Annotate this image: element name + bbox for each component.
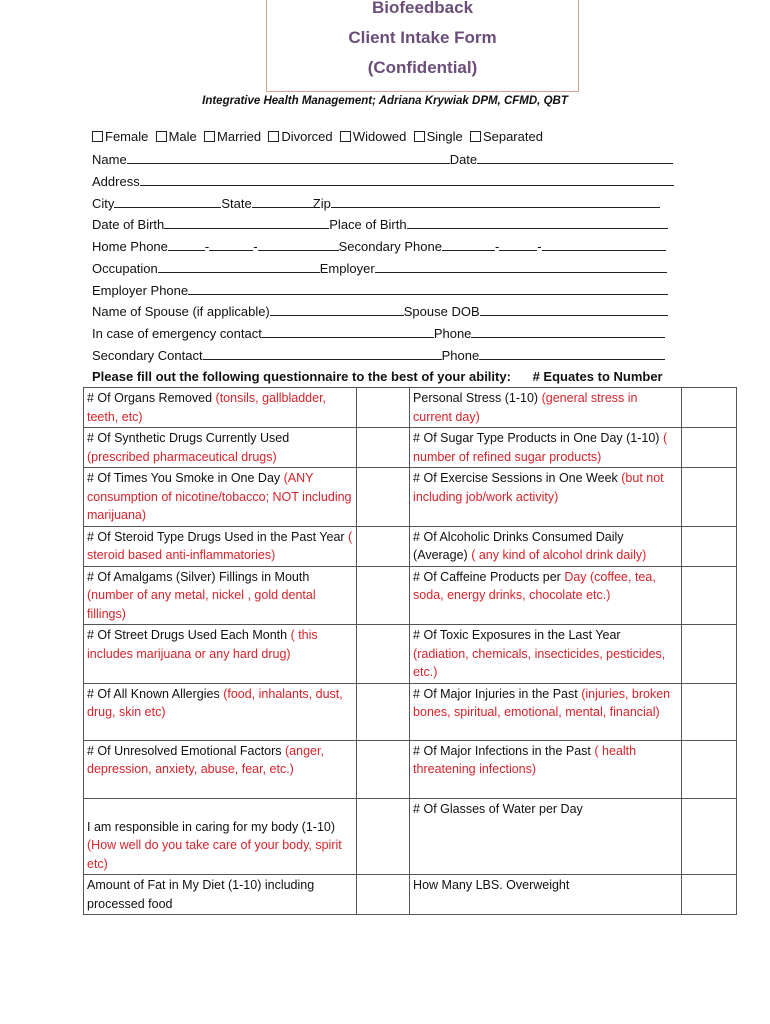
checkbox-icon[interactable] [156, 131, 167, 142]
question-label: Personal Stress (1-10) [413, 391, 539, 405]
secondary-phone-prefix[interactable] [499, 238, 537, 251]
checkbox-icon[interactable] [204, 131, 215, 142]
occupation-label: Occupation [92, 261, 158, 276]
zip-field[interactable] [331, 195, 660, 208]
question-label: # Of Glasses of Water per Day [413, 801, 583, 816]
question-note: ( number of refined sugar products) [413, 431, 668, 464]
left-question-cell [84, 798, 357, 875]
question-label: # Of Steroid Type Drugs Used in the Past Year [87, 529, 345, 544]
state-label: State [221, 196, 252, 211]
right-question-cell [410, 388, 682, 428]
question-note: (How well do you take care of your body, spirit etc) [87, 838, 342, 871]
address-field[interactable] [140, 173, 674, 186]
left-question-cell [84, 388, 357, 428]
question-row [84, 428, 737, 468]
right-question-cell [410, 526, 682, 566]
question-label: # Of Synthetic Drugs Currently Used [87, 431, 290, 445]
question-note: (general stress in current day) [413, 391, 638, 424]
left-question-cell [84, 683, 357, 740]
question-label: # Of Toxic Exposures in the Last Year [413, 628, 621, 642]
checkbox-icon[interactable] [268, 131, 279, 142]
form-subtitle: Client Intake Form [348, 28, 497, 47]
question-row [84, 388, 737, 428]
checkbox-married[interactable]: Married [204, 129, 261, 144]
question-label: # Of Exercise Sessions in One Week [413, 471, 618, 485]
name-label: Name [92, 152, 127, 167]
question-row [84, 875, 737, 915]
spouse-name-field[interactable] [270, 303, 404, 316]
instructions-text: Please fill out the following questionnaire to the best of your ability: [92, 369, 511, 384]
left-question-cell [84, 740, 357, 798]
spouse-dob-label: Spouse DOB [403, 304, 480, 319]
question-note: ( any kind of alcohol drink daily) [471, 548, 647, 562]
home-phone-area[interactable] [168, 238, 205, 251]
dob-field[interactable] [164, 216, 329, 229]
spouse-name-label: Name of Spouse (if applicable) [92, 304, 270, 319]
form-title: Biofeedback [371, 0, 474, 17]
question-label: # Of Major Infections in the Past [413, 743, 591, 758]
emergency-field[interactable] [262, 325, 434, 338]
question-row [84, 798, 737, 875]
emergency-phone-label: Phone [433, 326, 472, 341]
right-answer-cell[interactable] [682, 388, 737, 428]
secondary-contact-phone-field[interactable] [479, 347, 665, 360]
address-label: Address [92, 174, 140, 189]
question-label: Amount of Fat in My Diet (1-10) including processed food [87, 878, 315, 911]
question-row [84, 526, 737, 566]
question-note: (tonsils, gallbladder, teeth, etc) [87, 391, 327, 424]
employer-phone-label: Employer Phone [92, 283, 189, 298]
question-note: (ANY consumption of nicotine/tobacco; NOT including marijuana) [87, 471, 352, 522]
secondary-contact-phone-label: Phone [441, 348, 480, 363]
question-note: ( this includes marijuana or any hard drug) [87, 628, 318, 661]
right-answer-cell[interactable] [682, 625, 737, 684]
home-phone-line[interactable] [258, 238, 339, 251]
question-note: (prescribed pharmaceutical drugs) [87, 449, 277, 464]
question-note: ( steroid based anti-inflammatories) [87, 529, 353, 562]
employer-field[interactable] [375, 260, 667, 273]
left-answer-cell[interactable] [357, 625, 410, 684]
checkbox-divorced[interactable]: Divorced [268, 129, 332, 144]
secondary-phone-label: Secondary Phone [338, 239, 442, 254]
right-question-cell [410, 566, 682, 625]
question-note: (number of any metal, nickel , gold dental fillings) [87, 588, 316, 621]
emergency-phone-field[interactable] [471, 325, 665, 338]
question-note: (injuries, broken bones, spiritual, emotional, mental, financial) [413, 686, 671, 719]
checkbox-icon[interactable] [414, 131, 425, 142]
city-row [92, 195, 682, 212]
right-answer-cell[interactable] [682, 566, 737, 625]
equates-note: # Equates to Number [532, 369, 663, 384]
employer-phone-row [92, 282, 682, 299]
employer-phone-field[interactable] [188, 282, 668, 295]
question-label: # Of Times You Smoke in One Day [87, 471, 281, 485]
spouse-row [92, 303, 682, 320]
question-label: # Of Street Drugs Used Each Month [87, 628, 288, 642]
left-answer-cell[interactable] [357, 526, 410, 566]
question-note: (but not including job/work activity) [413, 471, 664, 504]
question-label: # Of All Known Allergies [87, 686, 220, 701]
left-answer-cell[interactable] [357, 683, 410, 740]
home-phone-prefix[interactable] [209, 238, 253, 251]
left-question-cell [84, 625, 357, 684]
state-field[interactable] [252, 195, 313, 208]
left-answer-cell[interactable] [357, 798, 410, 875]
right-question-cell [410, 798, 682, 875]
left-question-cell [84, 468, 357, 527]
birth-row [92, 216, 682, 233]
question-label: # Of Caffeine Products per [413, 569, 561, 584]
question-label: # Of Organs Removed [87, 391, 213, 405]
status-options [92, 129, 682, 145]
secondary-contact-field[interactable] [203, 347, 442, 360]
question-row [84, 683, 737, 740]
left-answer-cell[interactable] [357, 566, 410, 625]
right-question-cell [410, 468, 682, 527]
question-row [84, 468, 737, 527]
name-field[interactable] [127, 151, 450, 164]
confidential-label: (Confidential) [367, 58, 478, 77]
right-answer-cell[interactable] [682, 875, 737, 915]
right-answer-cell[interactable] [682, 428, 737, 468]
checkbox-male[interactable]: Male [156, 129, 197, 144]
employer-label: Employer [319, 261, 375, 276]
left-question-cell [84, 566, 357, 625]
question-note: (anger, depression, anxiety, abuse, fear, etc.) [87, 743, 324, 776]
occupation-field[interactable] [158, 260, 320, 273]
left-question-cell [84, 428, 357, 468]
right-question-cell [410, 428, 682, 468]
question-label: # Of Sugar Type Products in One Day (1-10) [413, 431, 660, 445]
pob-field[interactable] [407, 216, 668, 229]
secondary-contact-label: Secondary Contact [92, 348, 203, 363]
question-row [84, 566, 737, 625]
question-note: (radiation, chemicals, insecticides, pesticides, etc.) [413, 646, 666, 679]
checkbox-widowed[interactable]: Widowed [340, 129, 406, 144]
checkbox-icon[interactable] [340, 131, 351, 142]
checkbox-icon[interactable] [92, 131, 103, 142]
left-answer-cell[interactable] [357, 468, 410, 527]
dob-label: Date of Birth [92, 217, 165, 232]
secondary-phone-area[interactable] [442, 238, 495, 251]
secondary-phone-line[interactable] [542, 238, 666, 251]
home-phone-label: Home Phone [92, 239, 168, 254]
checkbox-female[interactable]: Female [92, 129, 148, 144]
question-label: # Of Unresolved Emotional Factors [87, 743, 282, 758]
right-question-cell [410, 740, 682, 798]
right-answer-cell[interactable] [682, 526, 737, 566]
secondary-contact-row [92, 347, 682, 364]
address-row [92, 173, 682, 190]
question-row [84, 740, 737, 798]
left-question-cell [84, 526, 357, 566]
zip-label: Zip [312, 196, 331, 211]
date-field[interactable] [477, 151, 673, 164]
question-label: How Many LBS. Overweight [413, 878, 570, 892]
name-row [92, 151, 682, 168]
instructions [92, 369, 682, 385]
city-label: City [92, 196, 115, 211]
question-note: ( health threatening infections) [413, 743, 637, 776]
question-row [84, 625, 737, 684]
left-answer-cell[interactable] [357, 875, 410, 915]
question-note: Day (coffee, tea, soda, energy drinks, chocolate etc.) [413, 569, 656, 602]
left-answer-cell[interactable] [357, 428, 410, 468]
right-question-cell [410, 683, 682, 740]
right-answer-cell[interactable] [682, 468, 737, 527]
checkbox-icon[interactable] [470, 131, 481, 142]
right-question-cell [410, 875, 682, 915]
right-answer-cell[interactable] [682, 798, 737, 875]
left-answer-cell[interactable] [357, 388, 410, 428]
emergency-label: In case of emergency contact [92, 326, 262, 341]
question-label: # Of Major Injuries in the Past [413, 686, 578, 701]
questionnaire-table [83, 387, 737, 915]
question-label: # Of Amalgams (Silver) Fillings in Mouth [87, 569, 310, 584]
left-question-cell [84, 875, 357, 915]
phone-row: Home Phone - - Secondary Phone - - [92, 238, 682, 255]
city-field[interactable] [114, 195, 221, 208]
question-note: (food, inhalants, dust, drug, skin etc) [87, 686, 343, 719]
practice-name: Integrative Health Management; Adriana Krywiak DPM, CFMD, QBT [202, 95, 568, 107]
spouse-dob-field[interactable] [480, 303, 668, 316]
left-answer-cell[interactable] [357, 740, 410, 798]
occupation-row [92, 260, 682, 277]
right-answer-cell[interactable] [682, 740, 737, 798]
date-label: Date [449, 152, 478, 167]
checkbox-separated[interactable]: Separated [470, 129, 543, 144]
right-question-cell [410, 625, 682, 684]
emergency-row [92, 325, 682, 342]
question-label: I am responsible in caring for my body (1-10) [87, 819, 336, 834]
checkbox-single[interactable]: Single [414, 129, 463, 144]
right-answer-cell[interactable] [682, 683, 737, 740]
pob-label: Place of Birth [329, 217, 407, 232]
question-label: # Of Alcoholic Drinks Consumed Daily (Average) [413, 529, 624, 562]
